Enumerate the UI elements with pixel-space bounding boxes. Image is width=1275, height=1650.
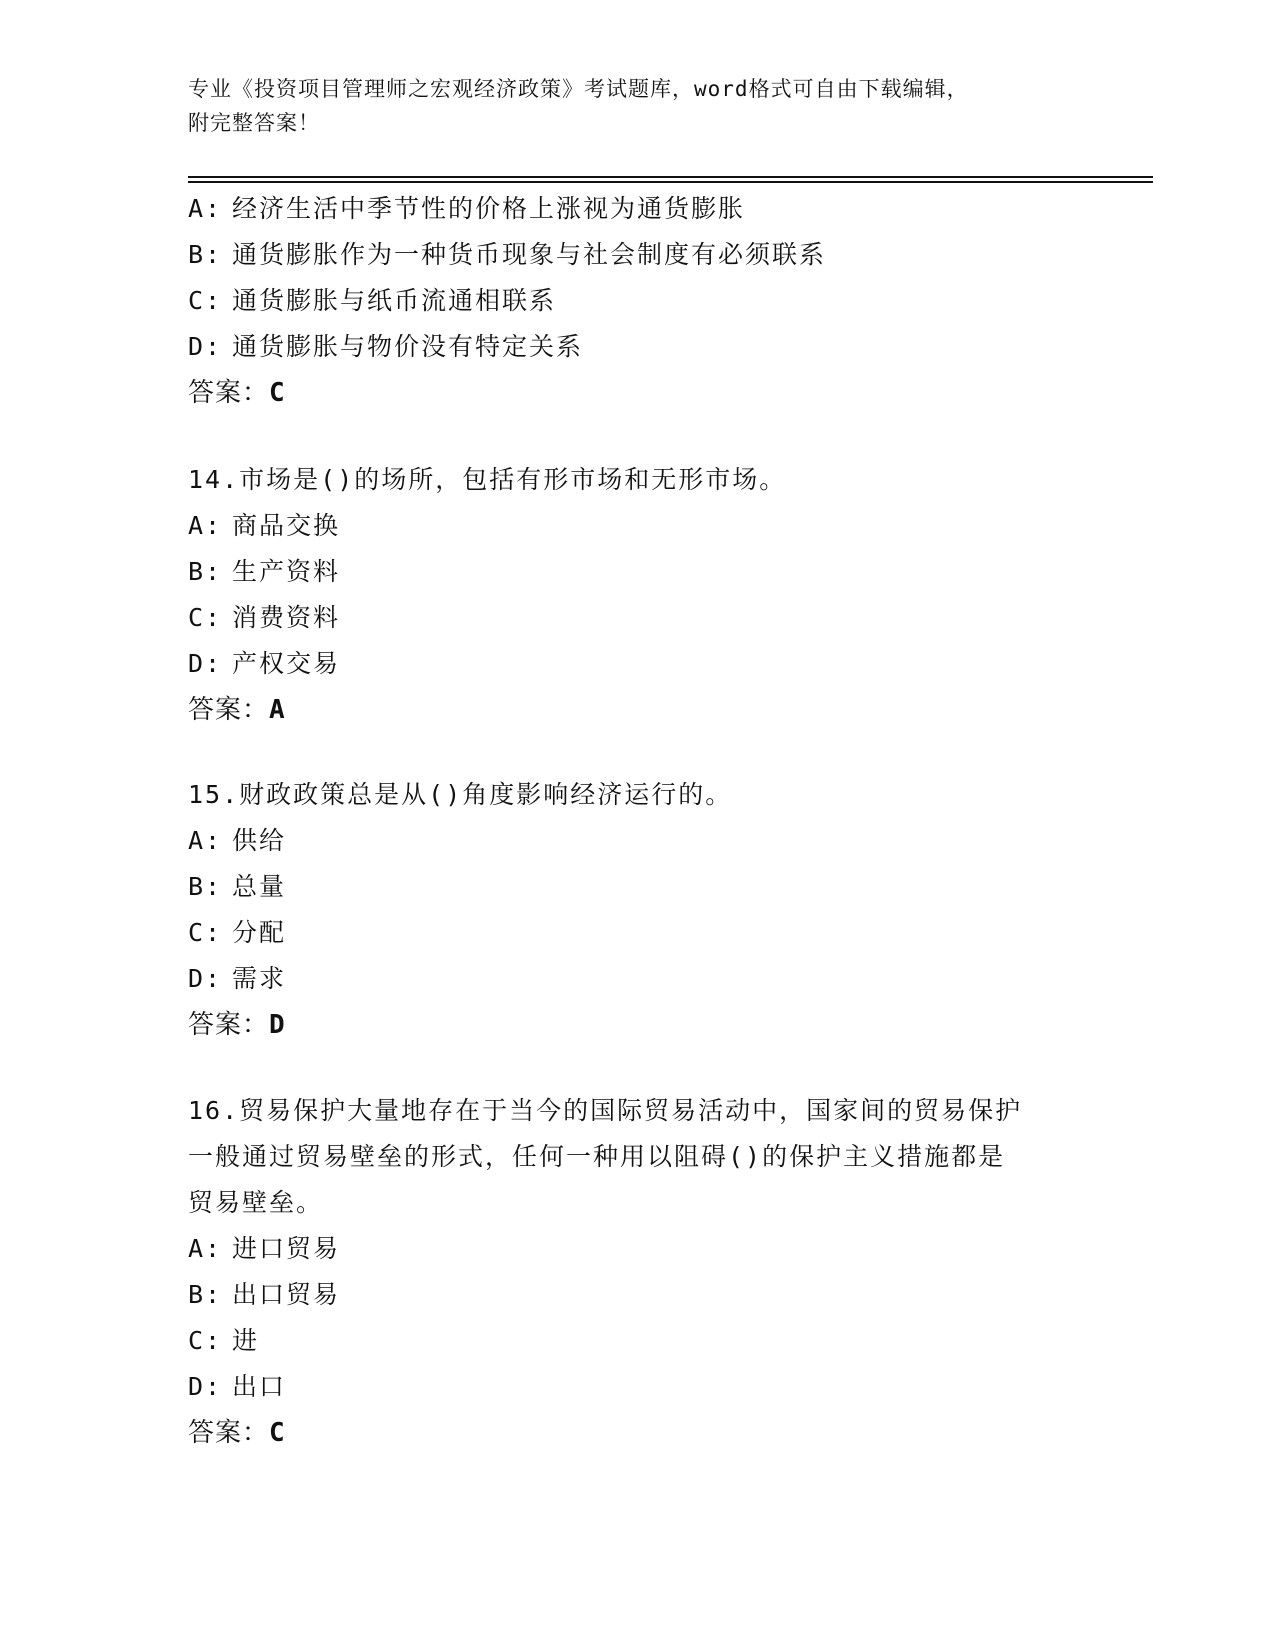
question-text: 15.财政政策总是从()角度影响经济运行的。 bbox=[188, 780, 733, 809]
option-letter: C: bbox=[188, 603, 223, 632]
answer-label: 答案： bbox=[188, 1010, 270, 1040]
answer-value: D bbox=[269, 1010, 286, 1040]
answer-line bbox=[188, 1410, 1088, 1456]
option-letter: D: bbox=[188, 1372, 223, 1401]
option-text: 商品交换 bbox=[232, 511, 341, 540]
option-letter: B: bbox=[188, 240, 223, 269]
header-divider-bottom bbox=[188, 181, 1153, 183]
answer-label: 答案： bbox=[188, 378, 270, 408]
option-letter: B: bbox=[188, 872, 223, 901]
option-text: 生产资料 bbox=[232, 557, 341, 586]
option-text: 分配 bbox=[232, 918, 287, 947]
option-a bbox=[188, 186, 1088, 232]
option-letter: A: bbox=[188, 194, 223, 223]
option-letter: D: bbox=[188, 332, 223, 361]
option-letter: C: bbox=[188, 1326, 223, 1355]
option-d bbox=[188, 1364, 1088, 1410]
option-text: 总量 bbox=[232, 872, 287, 901]
question-16-block bbox=[188, 1088, 1088, 1456]
option-a bbox=[188, 503, 1088, 549]
option-d bbox=[188, 641, 1088, 687]
question-text-line-2: 一般通过贸易壁垒的形式，任何一种用以阻碍()的保护主义措施都是 bbox=[188, 1142, 1006, 1171]
option-letter: A: bbox=[188, 511, 223, 540]
option-c bbox=[188, 1318, 1088, 1364]
answer-label: 答案： bbox=[188, 1418, 270, 1448]
option-text: 进 bbox=[232, 1326, 260, 1355]
answer-value: A bbox=[269, 695, 286, 725]
option-d bbox=[188, 956, 1088, 1002]
question-14-block bbox=[188, 457, 1088, 733]
option-text: 通货膨胀作为一种货币现象与社会制度有必须联系 bbox=[232, 240, 827, 269]
question-13-block bbox=[188, 186, 1088, 416]
option-text: 供给 bbox=[232, 826, 287, 855]
option-b bbox=[188, 1272, 1088, 1318]
header-line-1: 专业《投资项目管理师之宏观经济政策》考试题库，word格式可自由下载编辑， bbox=[188, 77, 969, 101]
option-text: 通货膨胀与纸币流通相联系 bbox=[232, 286, 557, 315]
option-letter: D: bbox=[188, 649, 223, 678]
header-line-2: 附完整答案！ bbox=[188, 111, 320, 135]
option-text: 出口 bbox=[232, 1372, 287, 1401]
header-divider-top bbox=[188, 176, 1153, 178]
option-text: 经济生活中季节性的价格上涨视为通货膨胀 bbox=[232, 194, 746, 223]
answer-line bbox=[188, 1002, 1088, 1048]
option-letter: A: bbox=[188, 1234, 223, 1263]
answer-line bbox=[188, 370, 1088, 416]
answer-value: C bbox=[269, 378, 286, 408]
option-d bbox=[188, 324, 1088, 370]
option-a bbox=[188, 818, 1088, 864]
option-b bbox=[188, 232, 1088, 278]
option-a bbox=[188, 1226, 1088, 1272]
option-text: 需求 bbox=[232, 964, 287, 993]
option-text: 消费资料 bbox=[232, 603, 341, 632]
option-letter: B: bbox=[188, 1280, 223, 1309]
question-text-line-1: 16.贸易保护大量地存在于当今的国际贸易活动中，国家间的贸易保护 bbox=[188, 1096, 1023, 1125]
option-text: 出口贸易 bbox=[232, 1280, 341, 1309]
option-text: 通货膨胀与物价没有特定关系 bbox=[232, 332, 584, 361]
option-text: 产权交易 bbox=[232, 649, 341, 678]
question-text: 14.市场是()的场所，包括有形市场和无形市场。 bbox=[188, 465, 787, 494]
option-c bbox=[188, 278, 1088, 324]
option-letter: B: bbox=[188, 557, 223, 586]
option-b bbox=[188, 864, 1088, 910]
option-letter: A: bbox=[188, 826, 223, 855]
answer-value: C bbox=[269, 1418, 286, 1448]
option-b bbox=[188, 549, 1088, 595]
answer-label: 答案： bbox=[188, 695, 270, 725]
option-letter: C: bbox=[188, 918, 223, 947]
option-c bbox=[188, 910, 1088, 956]
option-letter: C: bbox=[188, 286, 223, 315]
option-text: 进口贸易 bbox=[232, 1234, 341, 1263]
answer-line bbox=[188, 687, 1088, 733]
option-c bbox=[188, 595, 1088, 641]
question-text-line-3: 贸易壁垒。 bbox=[188, 1188, 324, 1217]
question-15-block bbox=[188, 772, 1088, 1048]
option-letter: D: bbox=[188, 964, 223, 993]
document-header bbox=[188, 72, 1068, 140]
